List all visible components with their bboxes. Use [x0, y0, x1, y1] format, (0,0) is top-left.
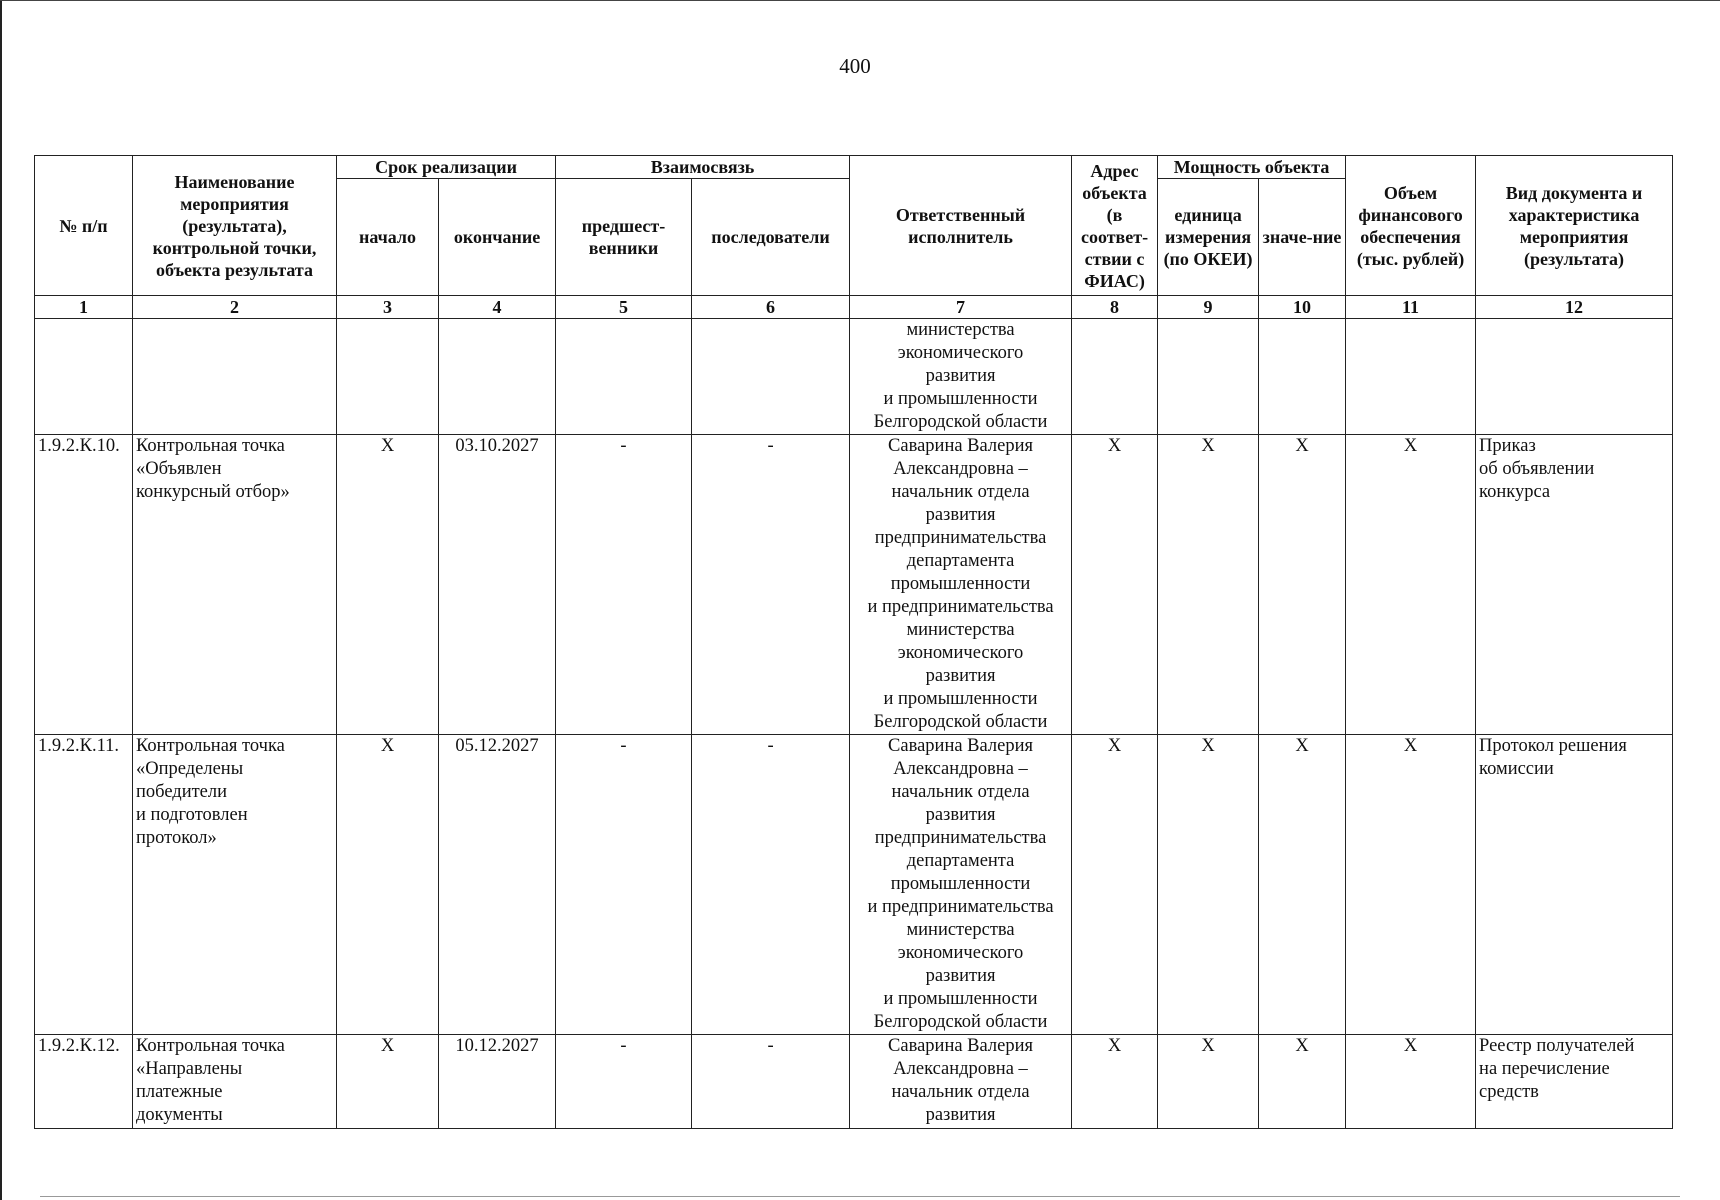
- header-value: значе-ние: [1259, 179, 1346, 296]
- row-next: -: [692, 735, 850, 1035]
- table-row: [35, 735, 1673, 1035]
- cell-line: об объявлении: [1479, 459, 1595, 479]
- cell-line: и предпринимательства: [867, 897, 1054, 917]
- row-prev: -: [556, 435, 692, 735]
- responsible-cell: [850, 319, 1072, 435]
- column-number: 3: [337, 296, 439, 319]
- cell-line: и промышленности: [883, 989, 1038, 1009]
- cell-line: «Направлены: [136, 1059, 243, 1079]
- row-value: X: [1259, 1035, 1346, 1129]
- row-doc: [1476, 435, 1673, 735]
- header-term-end: окончание: [439, 179, 556, 296]
- column-number: 1: [35, 296, 133, 319]
- row-unit: X: [1158, 435, 1259, 735]
- row-address: X: [1072, 435, 1158, 735]
- cell-line: протокол»: [136, 828, 217, 848]
- header-term: Срок реализации: [337, 156, 556, 179]
- column-number: 8: [1072, 296, 1158, 319]
- cell-line: платежные: [136, 1082, 223, 1102]
- header-finance: Объем финансового обеспечения (тыс. рублей): [1346, 156, 1476, 296]
- row-end: 03.10.2027: [439, 435, 556, 735]
- page-edge-top: [0, 0, 1720, 1]
- cell-line: развития: [925, 666, 996, 686]
- cell-line: министерства: [906, 920, 1015, 940]
- header-link-next: последователи: [692, 179, 850, 296]
- cell-line: Саварина Валерия: [888, 436, 1034, 456]
- cell-line: развития: [925, 805, 996, 825]
- cell-line: Саварина Валерия: [888, 1036, 1034, 1056]
- column-number: 2: [133, 296, 337, 319]
- column-number: 6: [692, 296, 850, 319]
- cell-line: Приказ: [1479, 436, 1536, 456]
- responsible-cell: [850, 435, 1072, 735]
- row-value: X: [1259, 435, 1346, 735]
- row-end: 05.12.2027: [439, 735, 556, 1035]
- row-unit: X: [1158, 735, 1259, 1035]
- cell-line: Реестр получателей: [1479, 1036, 1635, 1056]
- bottom-rule: [40, 1196, 1680, 1197]
- cell-line: министерства: [906, 620, 1015, 640]
- column-number: 4: [439, 296, 556, 319]
- row-value: X: [1259, 735, 1346, 1035]
- cell-line: конкурса: [1479, 482, 1551, 502]
- cell-line: развития: [925, 366, 996, 386]
- cell-line: развития: [925, 1105, 996, 1125]
- row-unit: X: [1158, 1035, 1259, 1129]
- cell-line: департамента: [906, 851, 1015, 871]
- cell-line: Контрольная точка: [136, 1036, 285, 1056]
- cell-line: «Определены: [136, 759, 244, 779]
- table-row-continuation: [35, 319, 1673, 435]
- header-unit: единица измерения (по ОКЕИ): [1158, 179, 1259, 296]
- row-number: 1.9.2.К.11.: [35, 735, 133, 1035]
- column-number: 10: [1259, 296, 1346, 319]
- row-address: X: [1072, 1035, 1158, 1129]
- cell-line: развития: [925, 966, 996, 986]
- cell-line: экономического: [897, 343, 1024, 363]
- cell-line: документы: [136, 1105, 223, 1125]
- header-name: Наименование мероприятия (результата), контрольной точки, объекта результата: [133, 156, 337, 296]
- row-end: 10.12.2027: [439, 1035, 556, 1129]
- cell-line: Контрольная точка: [136, 736, 285, 756]
- header-term-start: начало: [337, 179, 439, 296]
- table-row: [35, 435, 1673, 735]
- header-link: Взаимосвязь: [556, 156, 850, 179]
- row-name: [133, 735, 337, 1035]
- cell-line: конкурсный отбор»: [136, 482, 290, 502]
- cell-line: Белгородской области: [873, 1012, 1048, 1032]
- cell-line: победители: [136, 782, 228, 802]
- row-next: -: [692, 435, 850, 735]
- cell-line: Александровна –: [893, 459, 1028, 479]
- column-number: 7: [850, 296, 1072, 319]
- cell-line: предпринимательства: [874, 828, 1047, 848]
- cell-line: «Объявлен: [136, 459, 222, 479]
- row-prev: -: [556, 1035, 692, 1129]
- cell-line: развития: [925, 505, 996, 525]
- cell-line: Белгородской области: [873, 712, 1048, 732]
- row-doc: [1476, 735, 1673, 1035]
- row-number: 1.9.2.К.10.: [35, 435, 133, 735]
- cell-line: начальник отдела: [891, 1082, 1030, 1102]
- row-finance: X: [1346, 1035, 1476, 1129]
- cell-line: Саварина Валерия: [888, 736, 1034, 756]
- header-link-prev: предшест-венники: [556, 179, 692, 296]
- cell-line: и промышленности: [883, 389, 1038, 409]
- cell-line: предпринимательства: [874, 528, 1047, 548]
- row-start: X: [337, 435, 439, 735]
- cell-line: министерства: [906, 320, 1015, 340]
- row-start: X: [337, 735, 439, 1035]
- row-prev: -: [556, 735, 692, 1035]
- cell-line: начальник отдела: [891, 782, 1030, 802]
- row-number: 1.9.2.К.12.: [35, 1035, 133, 1129]
- cell-line: Протокол решения: [1479, 736, 1627, 756]
- responsible-cell: [850, 735, 1072, 1035]
- header-responsible: Ответственный исполнитель: [850, 156, 1072, 296]
- row-address: X: [1072, 735, 1158, 1035]
- cell-line: на перечисление: [1479, 1059, 1610, 1079]
- cell-line: Александровна –: [893, 759, 1028, 779]
- cell-line: экономического: [897, 643, 1024, 663]
- cell-line: и предпринимательства: [867, 597, 1054, 617]
- row-next: -: [692, 1035, 850, 1129]
- header-address: Адрес объекта (в соответ-ствии с ФИАС): [1072, 156, 1158, 296]
- column-number: 9: [1158, 296, 1259, 319]
- cell-line: Белгородской области: [873, 412, 1048, 432]
- row-name: [133, 1035, 337, 1129]
- cell-line: промышленности: [890, 874, 1031, 894]
- cell-line: начальник отдела: [891, 482, 1030, 502]
- cell-line: и промышленности: [883, 689, 1038, 709]
- header-capacity: Мощность объекта: [1158, 156, 1346, 179]
- plan-table: [34, 155, 1673, 1129]
- header-num: № п/п: [35, 156, 133, 296]
- row-finance: X: [1346, 735, 1476, 1035]
- column-number: 11: [1346, 296, 1476, 319]
- row-start: X: [337, 1035, 439, 1129]
- row-name: [133, 435, 337, 735]
- header-doc: Вид документа и характеристика мероприятия (результата): [1476, 156, 1673, 296]
- column-number: 5: [556, 296, 692, 319]
- row-doc: [1476, 1035, 1673, 1129]
- cell-line: средств: [1479, 1082, 1539, 1102]
- cell-line: департамента: [906, 551, 1015, 571]
- row-finance: X: [1346, 435, 1476, 735]
- responsible-cell: [850, 1035, 1072, 1129]
- cell-line: и подготовлен: [136, 805, 248, 825]
- column-number-row: [35, 296, 1673, 319]
- page-edge: [0, 0, 2, 1200]
- cell-line: экономического: [897, 943, 1024, 963]
- cell-line: комиссии: [1479, 759, 1554, 779]
- column-number: 12: [1476, 296, 1673, 319]
- table-row: [35, 1035, 1673, 1129]
- page-number: 400: [839, 54, 871, 78]
- cell-line: Александровна –: [893, 1059, 1028, 1079]
- cell-line: Контрольная точка: [136, 436, 285, 456]
- cell-line: промышленности: [890, 574, 1031, 594]
